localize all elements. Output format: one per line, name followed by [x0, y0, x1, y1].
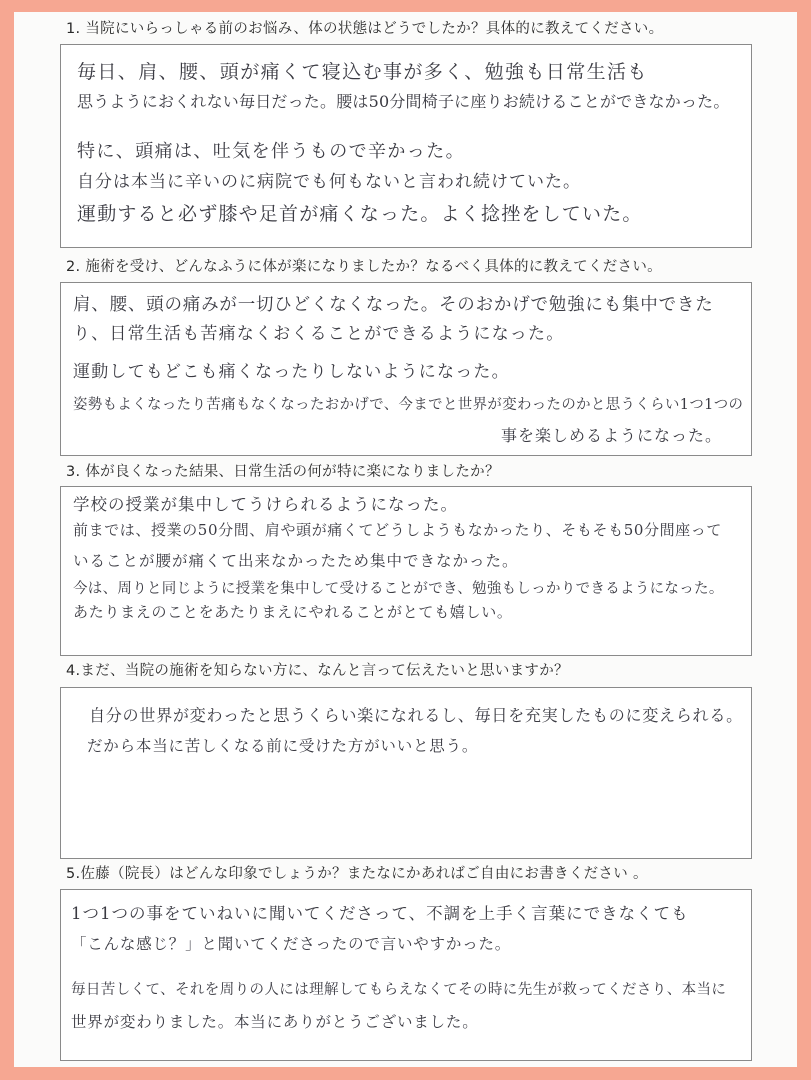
handwritten-line: 1つ1つの事をていねいに聞いてくださって、不調を上手く言葉にできなくても: [71, 904, 689, 923]
answer-box-4: [60, 687, 752, 859]
handwritten-line: だから本当に苦しくなる前に受けた方がいいと思う。: [87, 737, 479, 755]
handwritten-line: 運動してもどこも痛くなったりしないようになった。: [73, 362, 510, 382]
handwritten-line: 事を楽しめるようになった。: [501, 426, 723, 445]
question-3-title: 3. 体が良くなった結果、日常生活の何が特に楽になりましたか？: [66, 464, 500, 480]
question-2-title: 2. 施術を受け、どんなふうに体が楽になりましたか？なるべく具体的に教えてください。: [66, 259, 662, 275]
handwritten-line: り、日常生活も苦痛なくおくることができるようになった。: [73, 324, 565, 344]
handwritten-line: 姿勢もよくなったり苦痛もなくなったおかげで、今までと世界が変わったのかと思うくらい1つ1つの: [73, 397, 744, 413]
question-1-title: 1. 当院にいらっしゃる前のお悩み、体の状態はどうでしたか？具体的に教えてください。: [66, 21, 664, 37]
question-5-title: 5.佐藤（院長）はどんな印象でしょうか？またなにかあればご自由にお書きください 。: [66, 866, 648, 882]
answer-box-5: [60, 889, 752, 1061]
handwritten-line: 特に、頭痛は、吐気を伴うもので辛かった。: [77, 141, 465, 162]
handwritten-line: 学校の授業が集中してうけられるようになった。: [73, 495, 458, 514]
handwritten-line: 自分の世界が変わったと思うくらい楽になれるし、毎日を充実したものに変えられる。: [89, 706, 743, 725]
answer-box-2: [60, 282, 752, 456]
answer-box-1: [60, 44, 752, 248]
handwritten-line: 毎日苦しくて、それを周りの人には理解してもらえなくてその時に先生が救ってくださり、本当に: [71, 982, 727, 998]
handwritten-line: 世界が変わりました。本当にありがとうございました。: [71, 1013, 479, 1031]
handwritten-line: 今は、周りと同じように授業を集中して受けることができ、勉強もしっかりできるようになった。: [73, 581, 724, 597]
handwritten-line: 「こんな感じ？」と聞いてくださったので言いやすかった。: [71, 935, 512, 953]
handwritten-line: 前までは、授業の50分間、肩や頭が痛くてどうしようもなかったり、そもそも50分間座って: [73, 521, 722, 539]
handwritten-line: 肩、腰、頭の痛みが一切ひどくなくなった。そのおかげで勉強にも集中できた: [73, 295, 714, 315]
handwritten-line: 毎日、肩、腰、頭が痛くて寝込む事が多く、勉強も日常生活も: [77, 61, 648, 83]
question-4-title: 4.まだ、当院の施術を知らない方に、なんと言って伝えたいと思いますか？: [66, 663, 569, 679]
answer-box-3: [60, 486, 752, 656]
handwritten-line: 運動すると必ず膝や足首が痛くなった。よく捻挫をしていた。: [77, 203, 643, 225]
handwritten-line: いることが腰が痛くて出来なかったため集中できなかった。: [73, 552, 519, 570]
handwritten-line: 思うようにおくれない毎日だった。腰は50分間椅子に座りお続けることができなかった。: [77, 92, 730, 111]
handwritten-line: あたりまえのことをあたりまえにやれることがとても嬉しい。: [73, 603, 513, 621]
handwritten-line: 自分は本当に辛いのに病院でも何もないと言われ続けていた。: [77, 172, 581, 192]
